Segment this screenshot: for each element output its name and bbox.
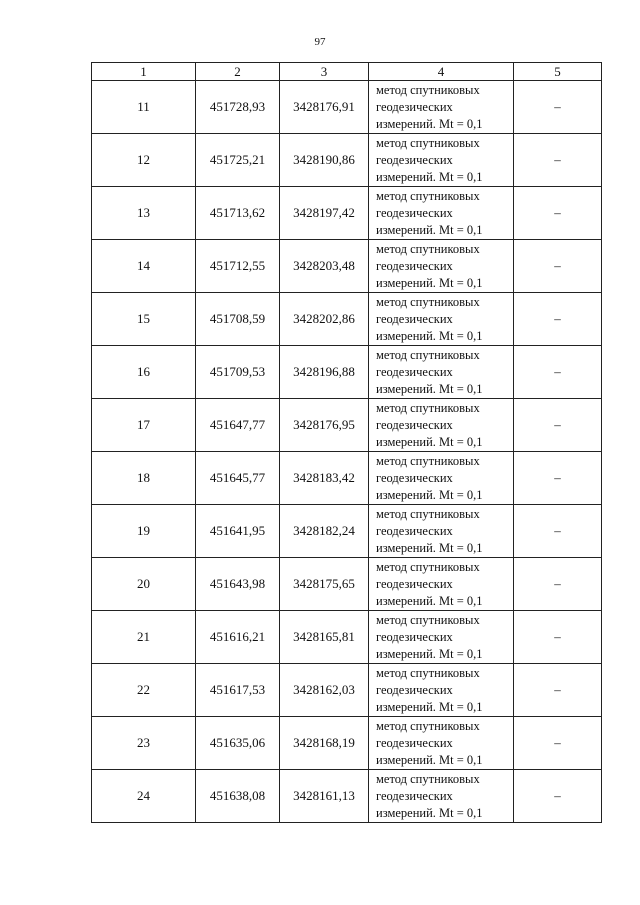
method-line: метод спутниковых	[376, 82, 480, 97]
y-coordinate-cell: 3428176,91	[280, 81, 369, 134]
method-cell	[369, 505, 514, 558]
method-line: метод спутниковых	[376, 612, 480, 627]
table-row	[92, 664, 602, 717]
method-line: метод спутниковых	[376, 506, 480, 521]
column-header-2: 2	[196, 63, 280, 81]
point-number-cell: 23	[92, 717, 196, 770]
page-number: 97	[314, 36, 326, 48]
y-coordinate-cell: 3428168,19	[280, 717, 369, 770]
table-row	[92, 717, 602, 770]
x-coordinate-cell: 451635,06	[196, 717, 280, 770]
method-cell	[369, 611, 514, 664]
method-cell	[369, 293, 514, 346]
point-number-cell: 20	[92, 558, 196, 611]
method-line: геодезических	[376, 523, 453, 538]
method-line: геодезических	[376, 682, 453, 697]
method-line: метод спутниковых	[376, 665, 480, 680]
method-line: геодезических	[376, 470, 453, 485]
method-line: геодезических	[376, 417, 453, 432]
table-row	[92, 134, 602, 187]
note-cell: –	[514, 187, 602, 240]
point-number-cell: 17	[92, 399, 196, 452]
method-line: геодезических	[376, 788, 453, 803]
note-cell: –	[514, 611, 602, 664]
method-line: геодезических	[376, 629, 453, 644]
method-line: измерений. Mt = 0,1	[376, 381, 483, 396]
table-row	[92, 611, 602, 664]
point-number-cell: 24	[92, 770, 196, 823]
point-number-cell: 15	[92, 293, 196, 346]
table-row	[92, 399, 602, 452]
table-header	[92, 63, 602, 81]
note-cell: –	[514, 399, 602, 452]
method-line: измерений. Mt = 0,1	[376, 116, 483, 131]
method-line: измерений. Mt = 0,1	[376, 805, 483, 820]
y-coordinate-cell: 3428162,03	[280, 664, 369, 717]
coordinates-table	[91, 62, 602, 823]
method-line: измерений. Mt = 0,1	[376, 699, 483, 714]
column-header-4: 4	[369, 63, 514, 81]
y-coordinate-cell: 3428190,86	[280, 134, 369, 187]
method-cell	[369, 717, 514, 770]
x-coordinate-cell: 451616,21	[196, 611, 280, 664]
method-cell	[369, 452, 514, 505]
method-line: измерений. Mt = 0,1	[376, 169, 483, 184]
note-cell: –	[514, 558, 602, 611]
y-coordinate-cell: 3428196,88	[280, 346, 369, 399]
y-coordinate-cell: 3428197,42	[280, 187, 369, 240]
method-line: измерений. Mt = 0,1	[376, 646, 483, 661]
table-row	[92, 770, 602, 823]
method-cell	[369, 664, 514, 717]
table-body	[92, 81, 602, 823]
x-coordinate-cell: 451641,95	[196, 505, 280, 558]
point-number-cell: 16	[92, 346, 196, 399]
note-cell: –	[514, 81, 602, 134]
x-coordinate-cell: 451728,93	[196, 81, 280, 134]
note-cell: –	[514, 240, 602, 293]
point-number-cell: 11	[92, 81, 196, 134]
column-header-1: 1	[92, 63, 196, 81]
column-header-5: 5	[514, 63, 602, 81]
method-line: геодезических	[376, 99, 453, 114]
note-cell: –	[514, 346, 602, 399]
method-line: геодезических	[376, 311, 453, 326]
point-number-cell: 21	[92, 611, 196, 664]
x-coordinate-cell: 451617,53	[196, 664, 280, 717]
method-line: геодезических	[376, 735, 453, 750]
method-cell	[369, 81, 514, 134]
y-coordinate-cell: 3428202,86	[280, 293, 369, 346]
point-number-cell: 19	[92, 505, 196, 558]
method-line: метод спутниковых	[376, 453, 480, 468]
point-number-cell: 12	[92, 134, 196, 187]
table-row	[92, 452, 602, 505]
y-coordinate-cell: 3428175,65	[280, 558, 369, 611]
method-line: метод спутниковых	[376, 559, 480, 574]
method-cell	[369, 134, 514, 187]
method-cell	[369, 187, 514, 240]
y-coordinate-cell: 3428182,24	[280, 505, 369, 558]
method-line: метод спутниковых	[376, 400, 480, 415]
y-coordinate-cell: 3428161,13	[280, 770, 369, 823]
x-coordinate-cell: 451647,77	[196, 399, 280, 452]
method-line: измерений. Mt = 0,1	[376, 328, 483, 343]
method-line: геодезических	[376, 364, 453, 379]
method-line: геодезических	[376, 576, 453, 591]
method-cell	[369, 240, 514, 293]
method-line: метод спутниковых	[376, 771, 480, 786]
table-row	[92, 558, 602, 611]
method-line: измерений. Mt = 0,1	[376, 487, 483, 502]
table-row	[92, 187, 602, 240]
header-row	[92, 63, 602, 81]
table-row	[92, 293, 602, 346]
note-cell: –	[514, 505, 602, 558]
method-line: измерений. Mt = 0,1	[376, 752, 483, 767]
table-row	[92, 240, 602, 293]
method-line: метод спутниковых	[376, 718, 480, 733]
method-line: измерений. Mt = 0,1	[376, 275, 483, 290]
table-row	[92, 505, 602, 558]
note-cell: –	[514, 770, 602, 823]
table-row	[92, 346, 602, 399]
method-line: метод спутниковых	[376, 135, 480, 150]
method-line: геодезических	[376, 205, 453, 220]
note-cell: –	[514, 293, 602, 346]
x-coordinate-cell: 451638,08	[196, 770, 280, 823]
note-cell: –	[514, 717, 602, 770]
method-line: метод спутниковых	[376, 241, 480, 256]
method-line: метод спутниковых	[376, 294, 480, 309]
method-line: измерений. Mt = 0,1	[376, 540, 483, 555]
note-cell: –	[514, 664, 602, 717]
method-cell	[369, 558, 514, 611]
x-coordinate-cell: 451708,59	[196, 293, 280, 346]
x-coordinate-cell: 451725,21	[196, 134, 280, 187]
method-cell	[369, 399, 514, 452]
method-line: измерений. Mt = 0,1	[376, 222, 483, 237]
method-line: метод спутниковых	[376, 188, 480, 203]
y-coordinate-cell: 3428176,95	[280, 399, 369, 452]
point-number-cell: 14	[92, 240, 196, 293]
point-number-cell: 22	[92, 664, 196, 717]
column-header-3: 3	[280, 63, 369, 81]
point-number-cell: 18	[92, 452, 196, 505]
table-row	[92, 81, 602, 134]
x-coordinate-cell: 451643,98	[196, 558, 280, 611]
method-line: геодезических	[376, 258, 453, 273]
x-coordinate-cell: 451712,55	[196, 240, 280, 293]
method-line: метод спутниковых	[376, 347, 480, 362]
method-cell	[369, 346, 514, 399]
x-coordinate-cell: 451645,77	[196, 452, 280, 505]
method-line: геодезических	[376, 152, 453, 167]
note-cell: –	[514, 134, 602, 187]
y-coordinate-cell: 3428165,81	[280, 611, 369, 664]
point-number-cell: 13	[92, 187, 196, 240]
y-coordinate-cell: 3428183,42	[280, 452, 369, 505]
method-line: измерений. Mt = 0,1	[376, 434, 483, 449]
method-cell	[369, 770, 514, 823]
y-coordinate-cell: 3428203,48	[280, 240, 369, 293]
x-coordinate-cell: 451709,53	[196, 346, 280, 399]
method-line: измерений. Mt = 0,1	[376, 593, 483, 608]
x-coordinate-cell: 451713,62	[196, 187, 280, 240]
note-cell: –	[514, 452, 602, 505]
